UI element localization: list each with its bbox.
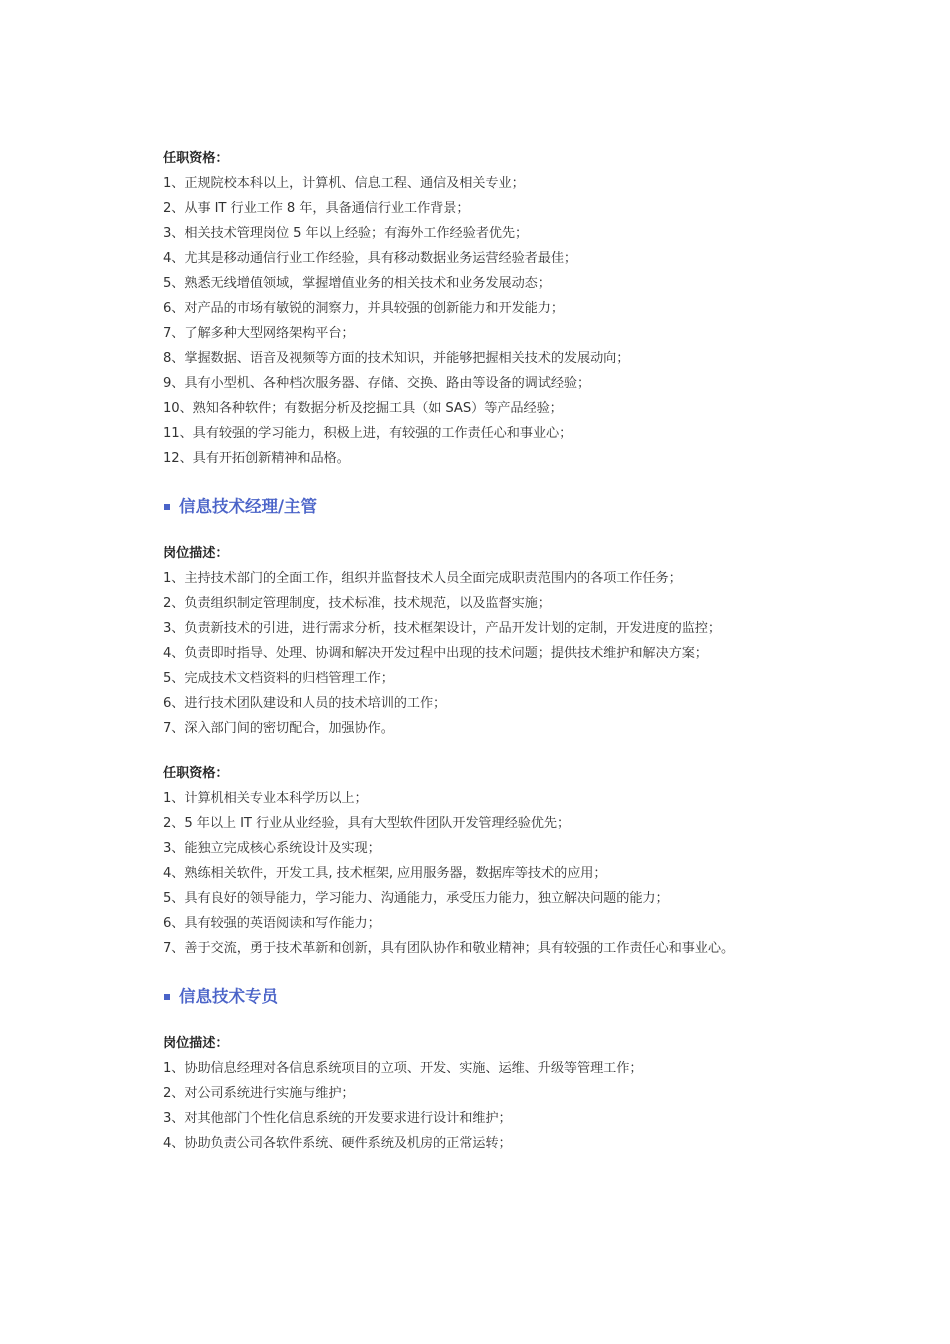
list-item: 5、熟悉无线增值领域，掌握增值业务的相关技术和业务发展动态； (163, 276, 551, 291)
section-title-it-manager (163, 493, 783, 521)
list-item: 3、相关技术管理岗位 5 年以上经验；有海外工作经验者优先； (163, 226, 529, 241)
list-item: 10、熟知各种软件；有数据分析及挖掘工具（如 SAS）等产品经验； (163, 401, 563, 416)
list-item: 4、协助负责公司各软件系统、硬件系统及机房的正常运转； (163, 1136, 512, 1151)
section-title-it-specialist (163, 983, 783, 1011)
list-item: 3、负责新技术的引进，进行需求分析，技术框架设计，产品开发计划的定制，开发进度的监控； (163, 621, 721, 636)
list-item: 3、对其他部门个性化信息系统的开发要求进行设计和维护； (163, 1111, 512, 1126)
list-item: 3、能独立完成核心系统设计及实现； (163, 841, 381, 856)
list-item: 1、计算机相关专业本科学历以上； (163, 791, 368, 806)
job-description-heading: 岗位描述： (163, 1036, 229, 1051)
document-page (163, 146, 783, 1156)
list-item: 1、协助信息经理对各信息系统项目的立项、开发、实施、运维、升级等管理工作； (163, 1061, 643, 1076)
list-item: 2、对公司系统进行实施与维护； (163, 1086, 355, 1101)
list-item: 7、了解多种大型网络架构平台； (163, 326, 355, 341)
list-item: 4、尤其是移动通信行业工作经验，具有移动数据业务运营经验者最佳； (163, 251, 578, 266)
list-item: 8、掌握数据、语音及视频等方面的技术知识，并能够把握相关技术的发展动向； (163, 351, 630, 366)
list-item: 5、完成技术文档资料的归档管理工作； (163, 671, 394, 686)
list-item: 6、具有较强的英语阅读和写作能力； (163, 916, 381, 931)
list-item: 7、善于交流，勇于技术革新和创新，具有团队协作和敬业精神；具有较强的工作责任心和事业心。 (163, 941, 735, 956)
list-item: 7、深入部门间的密切配合，加强协作。 (163, 721, 394, 736)
list-item: 1、主持技术部门的全面工作，组织并监督技术人员全面完成职责范围内的各项工作任务； (163, 571, 682, 586)
list-item: 2、从事 IT 行业工作 8 年，具备通信行业工作背景； (163, 201, 470, 216)
square-bullet-icon (164, 994, 170, 1000)
list-item: 4、负责即时指导、处理、协调和解决开发过程中出现的技术问题；提供技术维护和解决方案； (163, 646, 708, 661)
qualifications-heading: 任职资格： (163, 766, 229, 781)
list-item: 4、熟练相关软件，开发工具, 技术框架, 应用服务器，数据库等技术的应用； (163, 866, 607, 881)
list-item: 9、具有小型机、各种档次服务器、存储、交换、路由等设备的调试经验； (163, 376, 591, 391)
list-item: 1、正规院校本科以上，计算机、信息工程、通信及相关专业； (163, 176, 525, 191)
list-item: 11、具有较强的学习能力，积极上进，有较强的工作责任心和事业心； (163, 426, 573, 441)
job-description-heading: 岗位描述： (163, 546, 229, 561)
list-item: 2、5 年以上 IT 行业从业经验，具有大型软件团队开发管理经验优先； (163, 816, 571, 831)
qualifications-heading: 任职资格： (163, 151, 229, 166)
list-item: 12、具有开拓创新精神和品格。 (163, 451, 350, 466)
section-title-text: 信息技术专员 (179, 987, 278, 1006)
list-item: 5、具有良好的领导能力，学习能力、沟通能力，承受压力能力，独立解决问题的能力； (163, 891, 669, 906)
square-bullet-icon (164, 504, 170, 510)
list-item: 6、进行技术团队建设和人员的技术培训的工作； (163, 696, 447, 711)
list-item: 6、对产品的市场有敏锐的洞察力，并具较强的创新能力和开发能力； (163, 301, 564, 316)
list-item: 2、负责组织制定管理制度，技术标准，技术规范，以及监督实施； (163, 596, 551, 611)
section-title-text: 信息技术经理/主管 (179, 497, 318, 516)
